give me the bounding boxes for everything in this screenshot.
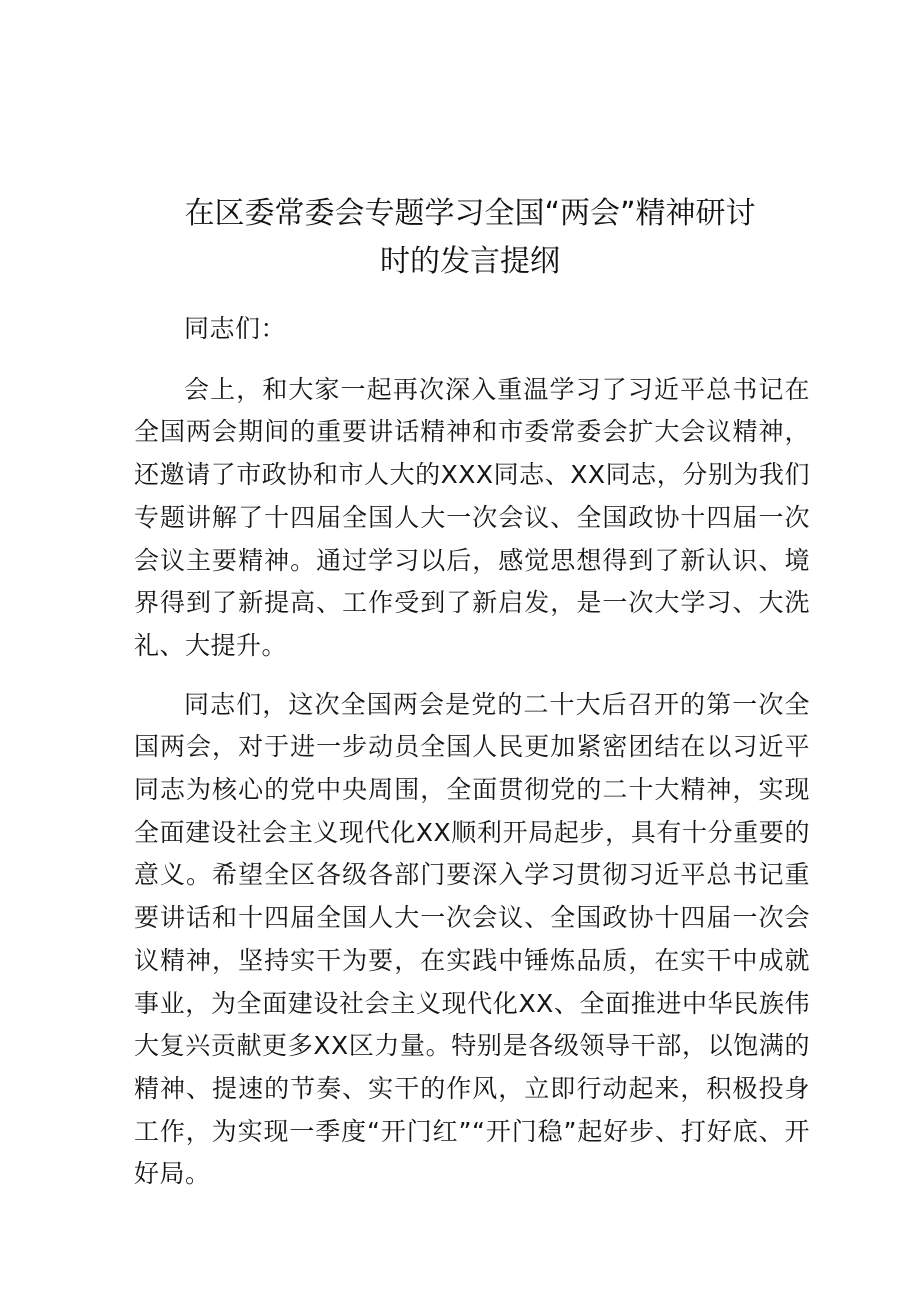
title-line-1: 在区委常委会专题学习全国“两会”精神研讨: [184, 196, 756, 231]
greeting: 同志们：: [184, 314, 287, 343]
paragraph-2: 同志们，这次全国两会是党的二十大后召开的第一次全国两会，对于进一步动员全国人民更加紧密团结在以习近平同志为核心的党中央周围，全面贯彻党的二十大精神，实现全面建设社会主义现代化XX顺利开局起步，具有十分重要的意义。希望全区各级各部门要深入学习贯彻习近平总书记重要讲话和十四届全国人大一次会议、全国政协十四届一次会议精神，坚持实干为要，在实践中锤炼品质，在实干中成就事业，为全面建设社会主义现代化XX、全面推进中华民族伟大复兴贡献更多XX区力量。特别是各级领导干部，以饱满的精神、提速的节奏、实干的作风，立即行动起来，积极投身工作，为实现一季度“开门红”“开门稳”起好步、打好底、开好局。: [134, 689, 810, 1189]
document-title: [130, 190, 810, 286]
paragraph-1: 会上，和大家一起再次深入重温学习了习近平总书记在全国两会期间的重要讲话精神和市委常委会扩大会议精神，还邀请了市政协和市人大的XXX同志、XX同志，分别为我们专题讲解了十四届全国人大一次会议、全国政协十四届一次会议主要精神。通过学习以后，感觉思想得到了新认识、境界得到了新提高、工作受到了新启发，是一次大学习、大洗礼、大提升。: [134, 374, 810, 660]
title-line-2: 时的发言提纲: [380, 244, 560, 279]
document-body: [134, 308, 810, 1212]
